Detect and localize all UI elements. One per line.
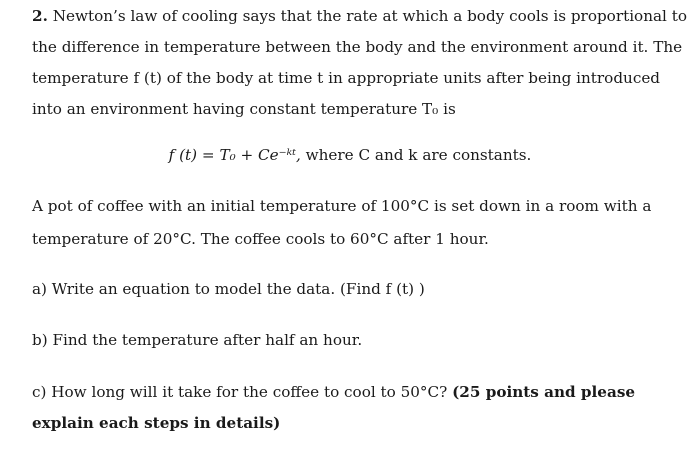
paragraph2-line-2: temperature of 20°C. The coffee cools to 60°C after 1 hour. [32, 230, 489, 248]
question-c [32, 382, 635, 402]
cooling-formula: f (t) = T₀ + Ce⁻ᵏᵗ, [168, 146, 301, 164]
formula-line [0, 145, 700, 165]
paragraph2-line-1: A pot of coffee with an initial temperature of 100°C is set down in a room with a [32, 197, 652, 215]
paragraph1-text-1: Newton’s law of cooling says that the rate at which a body cools is proportional to [52, 7, 687, 25]
problem-number: 2. [32, 7, 48, 25]
paragraph1-line-2: the difference in temperature between the body and the environment around it. The [32, 38, 683, 56]
question-c-text: c) How long will it take for the coffee to cool to 50°C? [32, 383, 448, 401]
question-a: a) Write an equation to model the data. (Find f (t) ) [32, 280, 425, 298]
question-b: b) Find the temperature after half an hour. [32, 331, 363, 349]
paragraph1-line-4: into an environment having constant temperature T₀ is [32, 100, 456, 118]
question-c-instructions: explain each steps in details) [32, 414, 281, 432]
question-c-points: (25 points and please [452, 383, 636, 401]
paragraph1-line-1 [32, 6, 687, 26]
formula-note: where C and k are constants. [305, 146, 532, 164]
paragraph1-line-3: temperature f (t) of the body at time t in appropriate units after being introduced [32, 69, 661, 87]
